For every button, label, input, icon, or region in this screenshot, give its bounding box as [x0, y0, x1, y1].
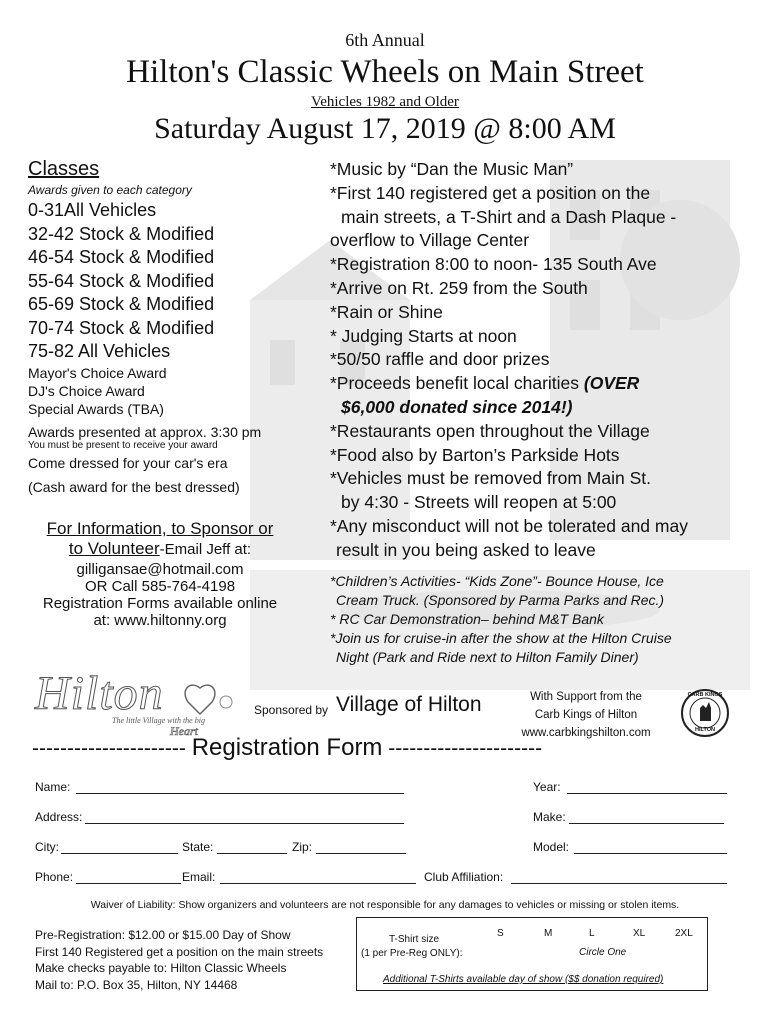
phone-label: Phone:	[35, 870, 74, 884]
classes-section	[28, 158, 328, 495]
year-field[interactable]	[567, 793, 727, 794]
badge-bottom-text: HILTON	[695, 727, 715, 733]
carb-kings-badge	[680, 688, 730, 738]
class-item: 70-74 Stock & Modified	[28, 317, 215, 338]
info-volunteer: to Volunteer	[68, 539, 160, 558]
donation-highlight: (OVER	[583, 373, 640, 394]
detail-line: * Judging Starts at noon	[330, 325, 517, 346]
class-item: 0-31All Vehicles	[28, 200, 157, 220]
dress-award-note: (Cash award for the best dressed)	[28, 478, 240, 495]
address-label: Address:	[35, 810, 83, 824]
special-award: Mayor's Choice Award	[28, 364, 167, 381]
detail-line: *Registration 8:00 to noon- 135 South Ave	[330, 254, 657, 275]
state-field[interactable]	[217, 853, 287, 854]
name-label: Name:	[35, 780, 71, 794]
detail-line: *Restaurants open throughout the Village	[330, 420, 650, 441]
city-field[interactable]	[61, 853, 178, 854]
circle-one-label: Circle One	[579, 947, 627, 958]
registration-online: Registration Forms available online	[42, 595, 278, 612]
activity-line: *Children’s Activities- “Kids Zone”- Bounce House, Ice	[330, 573, 664, 589]
size-option-2xl[interactable]: 2XL	[675, 928, 693, 939]
make-label: Make:	[533, 810, 566, 824]
hilton-logo-heart: Heart	[170, 724, 198, 738]
phone-field[interactable]	[76, 883, 181, 884]
model-field[interactable]	[574, 853, 727, 854]
club-label: Club Affiliation:	[424, 870, 504, 884]
event-subtitle: Vehicles 1982 and Older	[311, 94, 459, 110]
apple-heart-icon	[180, 678, 240, 718]
detail-line: *Any misconduct will not be tolerated and may	[330, 515, 688, 536]
info-section	[15, 519, 305, 629]
awards-presented: Awards presented at approx. 3:30 pm	[28, 423, 262, 440]
support-line: Carb Kings of Hilton	[534, 709, 638, 721]
tshirt-box	[356, 917, 708, 991]
special-award: DJ's Choice Award	[28, 382, 145, 399]
state-label: State:	[182, 840, 214, 854]
banner-dashes-right: ----------------------	[388, 737, 543, 760]
registration-url[interactable]: at: www.hiltonny.org	[93, 612, 227, 629]
pre-registration-block	[35, 927, 323, 993]
donation-amount: $6,000 donated since 2014!)	[341, 396, 573, 417]
model-label: Model:	[533, 840, 570, 854]
tshirt-limit-label: (1 per Pre-Reg ONLY):	[361, 948, 463, 959]
pre-registration-line: Make checks payable to: Hilton Classic Wheels	[35, 961, 287, 975]
size-option-s[interactable]: S	[497, 928, 504, 939]
waiver-text: Waiver of Liability: Show organizers and volunteers are not responsible for any damages to vehicles or missing or stolen items.	[90, 899, 680, 911]
special-award: Special Awards (TBA)	[28, 400, 164, 417]
dress-note: Come dressed for your car's era	[28, 454, 228, 471]
hilton-logo	[30, 667, 245, 742]
address-field[interactable]	[85, 823, 404, 824]
detail-line: overflow to Village Center	[330, 230, 530, 251]
sponsor-name: Village of Hilton	[336, 693, 482, 716]
event-date: Saturday August 17, 2019 @ 8:00 AM	[154, 112, 616, 145]
year-label: Year:	[533, 780, 561, 794]
badge-top-text: CARB KINGS	[687, 692, 723, 698]
classes-heading: Classes	[28, 158, 100, 180]
pre-registration-line: Pre-Registration: $12.00 or $15.00 Day of Show	[35, 928, 291, 942]
contact-phone: OR Call 585-764-4198	[84, 578, 236, 595]
detail-line: *Food also by Barton’s Parkside Hots	[330, 444, 620, 465]
size-option-m[interactable]: M	[544, 928, 553, 939]
detail-line: *Proceeds benefit local charities	[330, 373, 584, 394]
registration-banner	[32, 734, 542, 762]
detail-line: *Music by “Dan the Music Man”	[330, 159, 574, 179]
detail-line: *Vehicles must be removed from Main St.	[330, 468, 651, 489]
info-line1: For Information, to Sponsor or	[46, 519, 274, 538]
class-item: 75-82 All Vehicles	[28, 341, 171, 361]
pre-registration-line: Mail to: P.O. Box 35, Hilton, NY 14468	[35, 977, 238, 992]
size-option-l[interactable]: L	[589, 928, 595, 939]
detail-line: by 4:30 - Streets will reopen at 5:00	[341, 492, 617, 513]
activity-line: Night (Park and Ride next to Hilton Family Diner)	[336, 649, 639, 665]
class-item: 55-64 Stock & Modified	[28, 270, 215, 291]
annual-label: 6th Annual	[345, 30, 425, 50]
extra-activities	[330, 572, 760, 667]
info-email-label: -Email Jeff at:	[159, 541, 252, 558]
sponsored-by-label: Sponsored by	[254, 703, 329, 717]
make-field[interactable]	[569, 823, 724, 824]
name-field[interactable]	[76, 793, 404, 794]
hilton-logo-text: Hilton	[35, 667, 164, 720]
contact-email[interactable]: gilligansae@hotmail.com	[76, 561, 244, 578]
hilton-logo-tagline: The little Village with the big	[112, 716, 205, 725]
club-field[interactable]	[511, 883, 727, 884]
detail-line: result in you being asked to leave	[336, 539, 596, 560]
detail-line: main streets, a T-Shirt and a Dash Plaque -	[341, 206, 677, 227]
details-section	[330, 158, 760, 563]
detail-line: *Rain or Shine	[330, 301, 443, 322]
activity-line: *Join us for cruise-in after the show at the Hilton Cruise	[330, 630, 672, 646]
awards-note: Awards given to each category	[28, 183, 192, 197]
zip-label: Zip:	[292, 840, 313, 854]
registration-form-title: Registration Form	[191, 734, 383, 761]
zip-field[interactable]	[316, 853, 406, 854]
activity-line: Cream Truck. (Sponsored by Parma Parks and Rec.)	[336, 592, 665, 608]
detail-line: *50/50 raffle and door prizes	[330, 349, 550, 370]
class-item: 32-42 Stock & Modified	[28, 223, 215, 244]
class-item: 46-54 Stock & Modified	[28, 247, 215, 267]
banner-dashes-left: ----------------------	[32, 737, 186, 760]
pre-registration-line: First 140 Registered get a position on the main streets	[35, 944, 324, 959]
email-label: Email:	[182, 870, 216, 884]
must-be-present: You must be present to receive your award	[28, 439, 218, 451]
size-option-xl[interactable]: XL	[633, 928, 646, 939]
tshirt-size-label: T-Shirt size	[389, 934, 440, 945]
email-field[interactable]	[220, 883, 416, 884]
detail-line: *First 140 registered get a position on the	[330, 182, 651, 203]
event-title: Hilton's Classic Wheels on Main Street	[126, 54, 644, 90]
class-item: 65-69 Stock & Modified	[28, 294, 215, 314]
additional-tshirts-note: Additional T-Shirts available day of show ($$ donation required)	[383, 974, 664, 985]
support-url[interactable]: www.carbkingshilton.com	[521, 727, 651, 739]
detail-line: *Arrive on Rt. 259 from the South	[330, 277, 588, 298]
city-label: City:	[35, 840, 59, 854]
support-line: With Support from the	[530, 691, 642, 703]
activity-line: * RC Car Demonstration– behind M&T Bank	[330, 611, 604, 627]
